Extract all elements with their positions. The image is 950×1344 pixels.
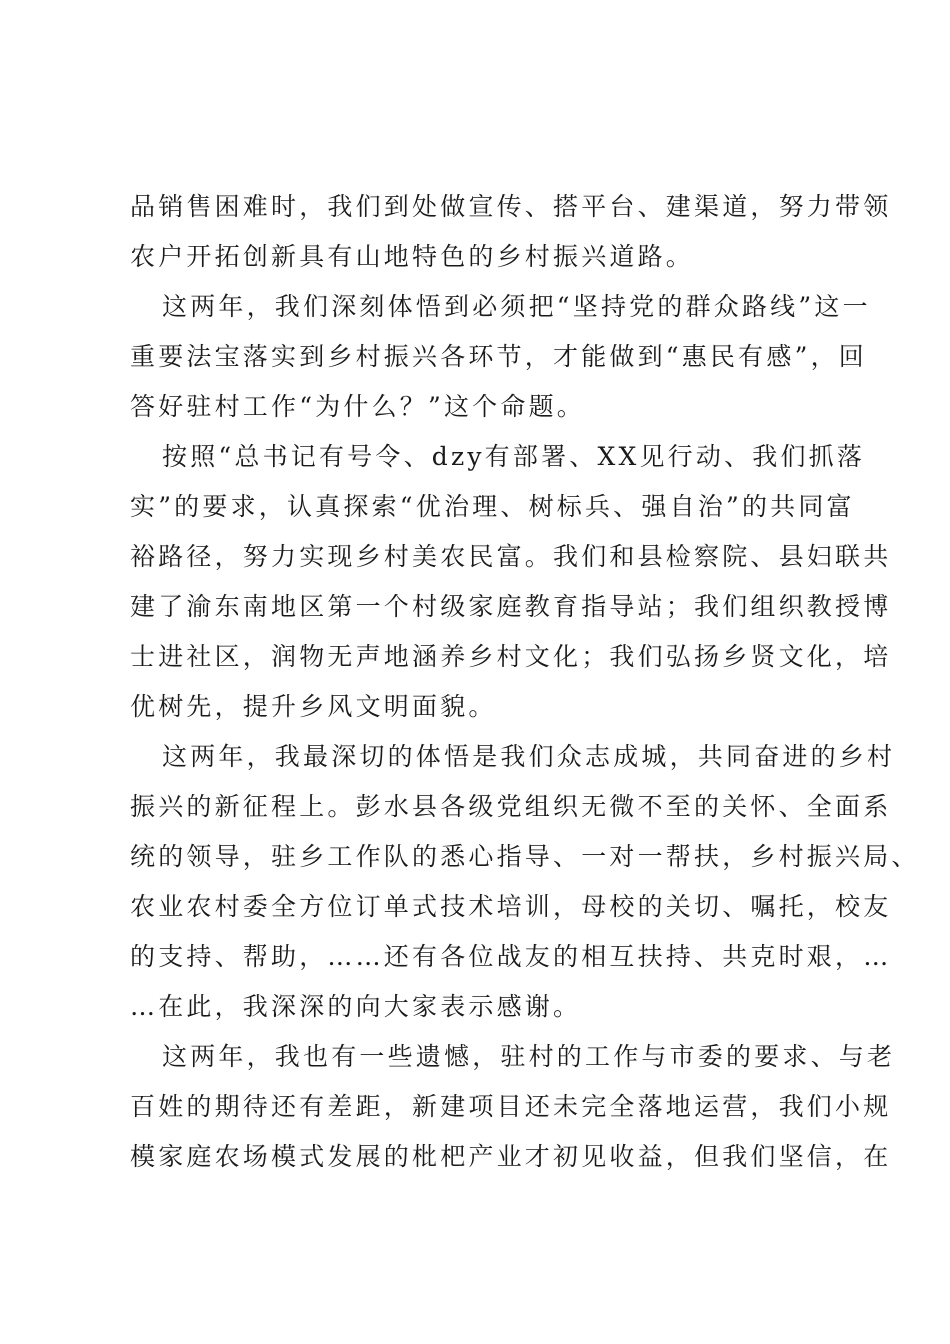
text-line: 振兴的新征程上。彭水县各级党组织无微不至的关怀、全面系 [130, 792, 892, 821]
text-line: …在此，我深深的向大家表示感谢。 [130, 992, 582, 1021]
text-line: 统的领导，驻乡工作队的悉心指导、一对一帮扶，乡村振兴局、 [130, 842, 920, 871]
text-line: 农业农村委全方位订单式技术培训，母校的关切、嘱托，校友 [130, 892, 892, 921]
paragraph-start-line: 这两年，我也有一些遗憾，驻村的工作与市委的要求、与老 [162, 1042, 896, 1071]
text-line: 重要法宝落实到乡村振兴各环节，才能做到“惠民有感”，回 [130, 342, 867, 371]
text-line: 品销售困难时，我们到处做宣传、搭平台、建渠道，努力带领 [130, 192, 892, 221]
paragraph-start-line: 这两年，我们深刻体悟到必须把“坚持党的群众路线”这一 [162, 292, 871, 321]
text-line: 农户开拓创新具有山地特色的乡村振兴道路。 [130, 242, 695, 271]
text-line: 建了渝东南地区第一个村级家庭教育指导站；我们组织教授博 [130, 592, 892, 621]
paragraph-start-line: 按照“总书记有号令、dzy有部署、XX见行动、我们抓落 [162, 442, 866, 471]
text-line: 模家庭农场模式发展的枇杷产业才初见收益，但我们坚信，在 [130, 1142, 892, 1171]
text-line: 的支持、帮助，……还有各位战友的相互扶持、共克时艰，… [130, 942, 892, 971]
body-text [130, 182, 920, 1182]
text-line: 优树先，提升乡风文明面貌。 [130, 692, 497, 721]
paragraph-start-line: 这两年，我最深切的体悟是我们众志成城，共同奋进的乡村 [162, 742, 896, 771]
text-line: 答好驻村工作“为什么？”这个命题。 [130, 392, 585, 421]
text-line: 百姓的期待还有差距，新建项目还未完全落地运营，我们小规 [130, 1092, 892, 1121]
text-line: 士进社区，润物无声地涵养乡村文化；我们弘扬乡贤文化，培 [130, 642, 892, 671]
text-line: 实”的要求，认真探索“优治理、树标兵、强自治”的共同富 [130, 492, 855, 521]
text-line: 裕路径，努力实现乡村美农民富。我们和县检察院、县妇联共 [130, 542, 892, 571]
